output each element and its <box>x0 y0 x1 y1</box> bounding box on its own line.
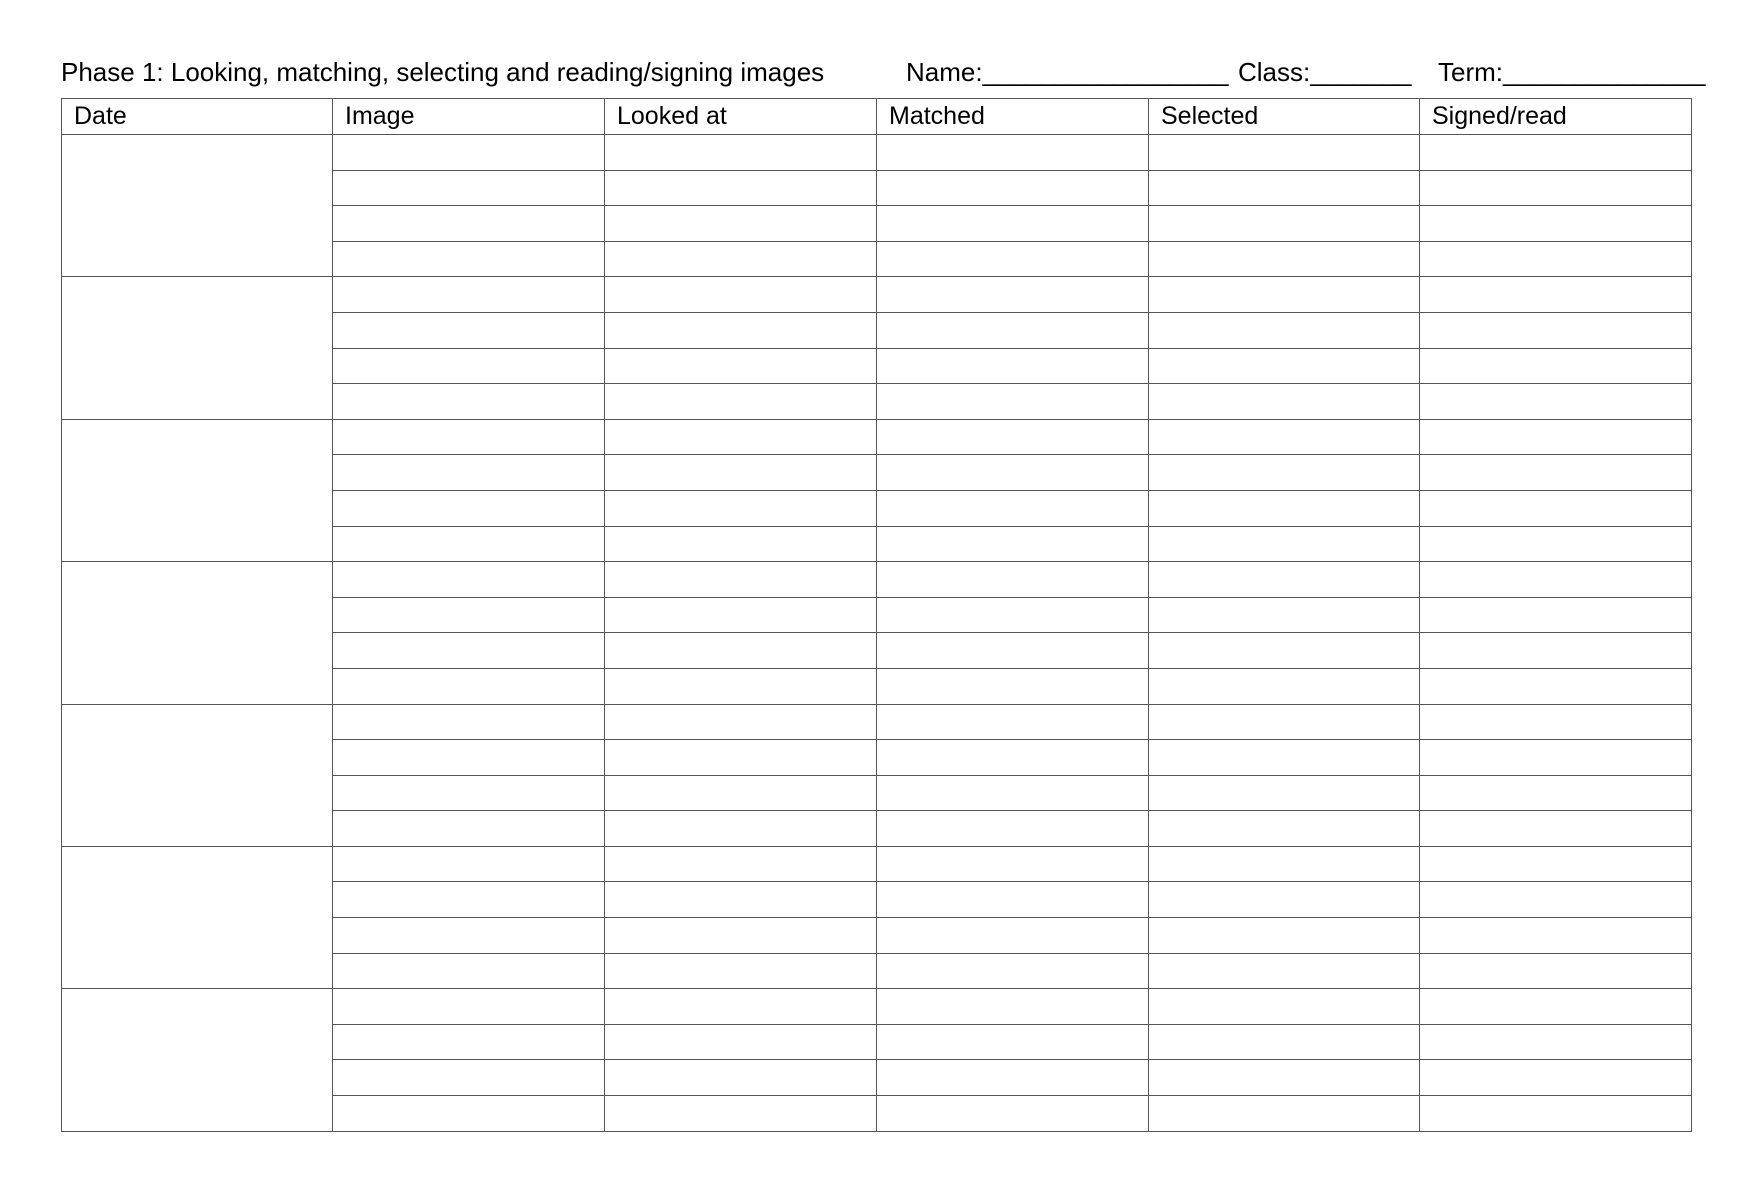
date-cell[interactable] <box>62 135 333 277</box>
image-cell[interactable] <box>333 882 605 918</box>
looked-at-cell[interactable] <box>605 882 877 918</box>
selected-cell[interactable] <box>1149 846 1420 882</box>
matched-cell[interactable] <box>877 135 1149 171</box>
looked-at-cell[interactable] <box>605 277 877 313</box>
selected-cell[interactable] <box>1149 277 1420 313</box>
table-row <box>62 135 1692 171</box>
selected-cell[interactable] <box>1149 241 1420 277</box>
looked-at-cell[interactable] <box>605 704 877 740</box>
looked-at-cell[interactable] <box>605 490 877 526</box>
image-cell[interactable] <box>333 918 605 954</box>
signed-read-cell[interactable] <box>1420 170 1692 206</box>
signed-read-cell[interactable] <box>1420 846 1692 882</box>
selected-cell[interactable] <box>1149 312 1420 348</box>
date-cell[interactable] <box>62 419 333 561</box>
signed-read-cell[interactable] <box>1420 419 1692 455</box>
selected-cell[interactable] <box>1149 668 1420 704</box>
signed-read-cell[interactable] <box>1420 989 1692 1025</box>
image-cell[interactable] <box>333 846 605 882</box>
matched-cell[interactable] <box>877 312 1149 348</box>
selected-cell[interactable] <box>1149 1060 1420 1096</box>
matched-cell[interactable] <box>877 668 1149 704</box>
selected-cell[interactable] <box>1149 562 1420 598</box>
matched-cell[interactable] <box>877 704 1149 740</box>
image-cell[interactable] <box>333 455 605 491</box>
matched-cell[interactable] <box>877 490 1149 526</box>
image-cell[interactable] <box>333 312 605 348</box>
looked-at-cell[interactable] <box>605 953 877 989</box>
selected-cell[interactable] <box>1149 348 1420 384</box>
signed-read-cell[interactable] <box>1420 633 1692 669</box>
class-field[interactable]: Class:_______ <box>1238 57 1412 87</box>
image-cell[interactable] <box>333 135 605 171</box>
signed-read-cell[interactable] <box>1420 135 1692 171</box>
column-header-matched: Matched <box>877 99 1149 135</box>
matched-cell[interactable] <box>877 1024 1149 1060</box>
matched-cell[interactable] <box>877 846 1149 882</box>
looked-at-cell[interactable] <box>605 135 877 171</box>
column-header-signed-read: Signed/read <box>1420 99 1692 135</box>
looked-at-cell[interactable] <box>605 740 877 776</box>
signed-read-cell[interactable] <box>1420 1096 1692 1132</box>
selected-cell[interactable] <box>1149 704 1420 740</box>
looked-at-cell[interactable] <box>605 384 877 420</box>
matched-cell[interactable] <box>877 277 1149 313</box>
looked-at-cell[interactable] <box>605 419 877 455</box>
image-cell[interactable] <box>333 740 605 776</box>
matched-cell[interactable] <box>877 1060 1149 1096</box>
image-cell[interactable] <box>333 1024 605 1060</box>
table-header-row <box>62 99 1692 135</box>
selected-cell[interactable] <box>1149 384 1420 420</box>
looked-at-cell[interactable] <box>605 775 877 811</box>
selected-cell[interactable] <box>1149 135 1420 171</box>
looked-at-cell[interactable] <box>605 206 877 242</box>
signed-read-cell[interactable] <box>1420 562 1692 598</box>
image-cell[interactable] <box>333 775 605 811</box>
selected-cell[interactable] <box>1149 918 1420 954</box>
matched-cell[interactable] <box>877 562 1149 598</box>
name-field[interactable]: Name:_________________ <box>906 57 1229 87</box>
image-cell[interactable] <box>333 704 605 740</box>
date-cell[interactable] <box>62 562 333 704</box>
matched-cell[interactable] <box>877 170 1149 206</box>
looked-at-cell[interactable] <box>605 1060 877 1096</box>
signed-read-cell[interactable] <box>1420 384 1692 420</box>
selected-cell[interactable] <box>1149 1096 1420 1132</box>
column-header-date: Date <box>62 99 333 135</box>
matched-cell[interactable] <box>877 419 1149 455</box>
looked-at-cell[interactable] <box>605 668 877 704</box>
selected-cell[interactable] <box>1149 526 1420 562</box>
matched-cell[interactable] <box>877 633 1149 669</box>
signed-read-cell[interactable] <box>1420 1024 1692 1060</box>
image-cell[interactable] <box>333 562 605 598</box>
matched-cell[interactable] <box>877 989 1149 1025</box>
looked-at-cell[interactable] <box>605 348 877 384</box>
selected-cell[interactable] <box>1149 206 1420 242</box>
looked-at-cell[interactable] <box>605 633 877 669</box>
image-cell[interactable] <box>333 1060 605 1096</box>
image-cell[interactable] <box>333 1096 605 1132</box>
signed-read-cell[interactable] <box>1420 918 1692 954</box>
image-cell[interactable] <box>333 811 605 847</box>
looked-at-cell[interactable] <box>605 918 877 954</box>
matched-cell[interactable] <box>877 384 1149 420</box>
signed-read-cell[interactable] <box>1420 526 1692 562</box>
looked-at-cell[interactable] <box>605 526 877 562</box>
signed-read-cell[interactable] <box>1420 882 1692 918</box>
matched-cell[interactable] <box>877 1096 1149 1132</box>
form-header <box>61 52 1706 92</box>
date-cell[interactable] <box>62 277 333 419</box>
image-cell[interactable] <box>333 490 605 526</box>
image-cell[interactable] <box>333 170 605 206</box>
column-header-looked-at: Looked at <box>605 99 877 135</box>
signed-read-cell[interactable] <box>1420 490 1692 526</box>
selected-cell[interactable] <box>1149 1024 1420 1060</box>
selected-cell[interactable] <box>1149 882 1420 918</box>
looked-at-cell[interactable] <box>605 562 877 598</box>
selected-cell[interactable] <box>1149 170 1420 206</box>
signed-read-cell[interactable] <box>1420 668 1692 704</box>
image-cell[interactable] <box>333 526 605 562</box>
matched-cell[interactable] <box>877 775 1149 811</box>
matched-cell[interactable] <box>877 953 1149 989</box>
image-cell[interactable] <box>333 989 605 1025</box>
signed-read-cell[interactable] <box>1420 1060 1692 1096</box>
date-cell[interactable] <box>62 989 333 1131</box>
image-cell[interactable] <box>333 597 605 633</box>
image-cell[interactable] <box>333 277 605 313</box>
date-cell[interactable] <box>62 846 333 988</box>
table-body <box>62 135 1692 1132</box>
matched-cell[interactable] <box>877 455 1149 491</box>
looked-at-cell[interactable] <box>605 989 877 1025</box>
matched-cell[interactable] <box>877 241 1149 277</box>
matched-cell[interactable] <box>877 811 1149 847</box>
signed-read-cell[interactable] <box>1420 348 1692 384</box>
matched-cell[interactable] <box>877 740 1149 776</box>
tracking-table <box>61 98 1692 1132</box>
looked-at-cell[interactable] <box>605 241 877 277</box>
selected-cell[interactable] <box>1149 953 1420 989</box>
table-row <box>62 277 1692 313</box>
image-cell[interactable] <box>333 668 605 704</box>
matched-cell[interactable] <box>877 882 1149 918</box>
matched-cell[interactable] <box>877 348 1149 384</box>
term-field[interactable]: Term:______________ <box>1438 57 1706 87</box>
table-row <box>62 989 1692 1025</box>
image-cell[interactable] <box>333 633 605 669</box>
signed-read-cell[interactable] <box>1420 455 1692 491</box>
image-cell[interactable] <box>333 419 605 455</box>
column-header-image: Image <box>333 99 605 135</box>
matched-cell[interactable] <box>877 597 1149 633</box>
image-cell[interactable] <box>333 348 605 384</box>
selected-cell[interactable] <box>1149 597 1420 633</box>
signed-read-cell[interactable] <box>1420 775 1692 811</box>
signed-read-cell[interactable] <box>1420 740 1692 776</box>
signed-read-cell[interactable] <box>1420 704 1692 740</box>
selected-cell[interactable] <box>1149 455 1420 491</box>
signed-read-cell[interactable] <box>1420 277 1692 313</box>
image-cell[interactable] <box>333 241 605 277</box>
column-header-selected: Selected <box>1149 99 1420 135</box>
table-row <box>62 704 1692 740</box>
selected-cell[interactable] <box>1149 740 1420 776</box>
looked-at-cell[interactable] <box>605 846 877 882</box>
selected-cell[interactable] <box>1149 775 1420 811</box>
looked-at-cell[interactable] <box>605 811 877 847</box>
looked-at-cell[interactable] <box>605 597 877 633</box>
matched-cell[interactable] <box>877 526 1149 562</box>
selected-cell[interactable] <box>1149 811 1420 847</box>
image-cell[interactable] <box>333 384 605 420</box>
looked-at-cell[interactable] <box>605 312 877 348</box>
table-row <box>62 846 1692 882</box>
looked-at-cell[interactable] <box>605 455 877 491</box>
selected-cell[interactable] <box>1149 490 1420 526</box>
form-title: Phase 1: Looking, matching, selecting and reading/signing images <box>61 57 825 87</box>
image-cell[interactable] <box>333 953 605 989</box>
signed-read-cell[interactable] <box>1420 597 1692 633</box>
selected-cell[interactable] <box>1149 419 1420 455</box>
matched-cell[interactable] <box>877 918 1149 954</box>
selected-cell[interactable] <box>1149 633 1420 669</box>
looked-at-cell[interactable] <box>605 1096 877 1132</box>
matched-cell[interactable] <box>877 206 1149 242</box>
date-cell[interactable] <box>62 704 333 846</box>
looked-at-cell[interactable] <box>605 1024 877 1060</box>
signed-read-cell[interactable] <box>1420 241 1692 277</box>
selected-cell[interactable] <box>1149 989 1420 1025</box>
table-row <box>62 562 1692 598</box>
signed-read-cell[interactable] <box>1420 811 1692 847</box>
signed-read-cell[interactable] <box>1420 312 1692 348</box>
image-cell[interactable] <box>333 206 605 242</box>
looked-at-cell[interactable] <box>605 170 877 206</box>
signed-read-cell[interactable] <box>1420 206 1692 242</box>
signed-read-cell[interactable] <box>1420 953 1692 989</box>
table-row <box>62 419 1692 455</box>
